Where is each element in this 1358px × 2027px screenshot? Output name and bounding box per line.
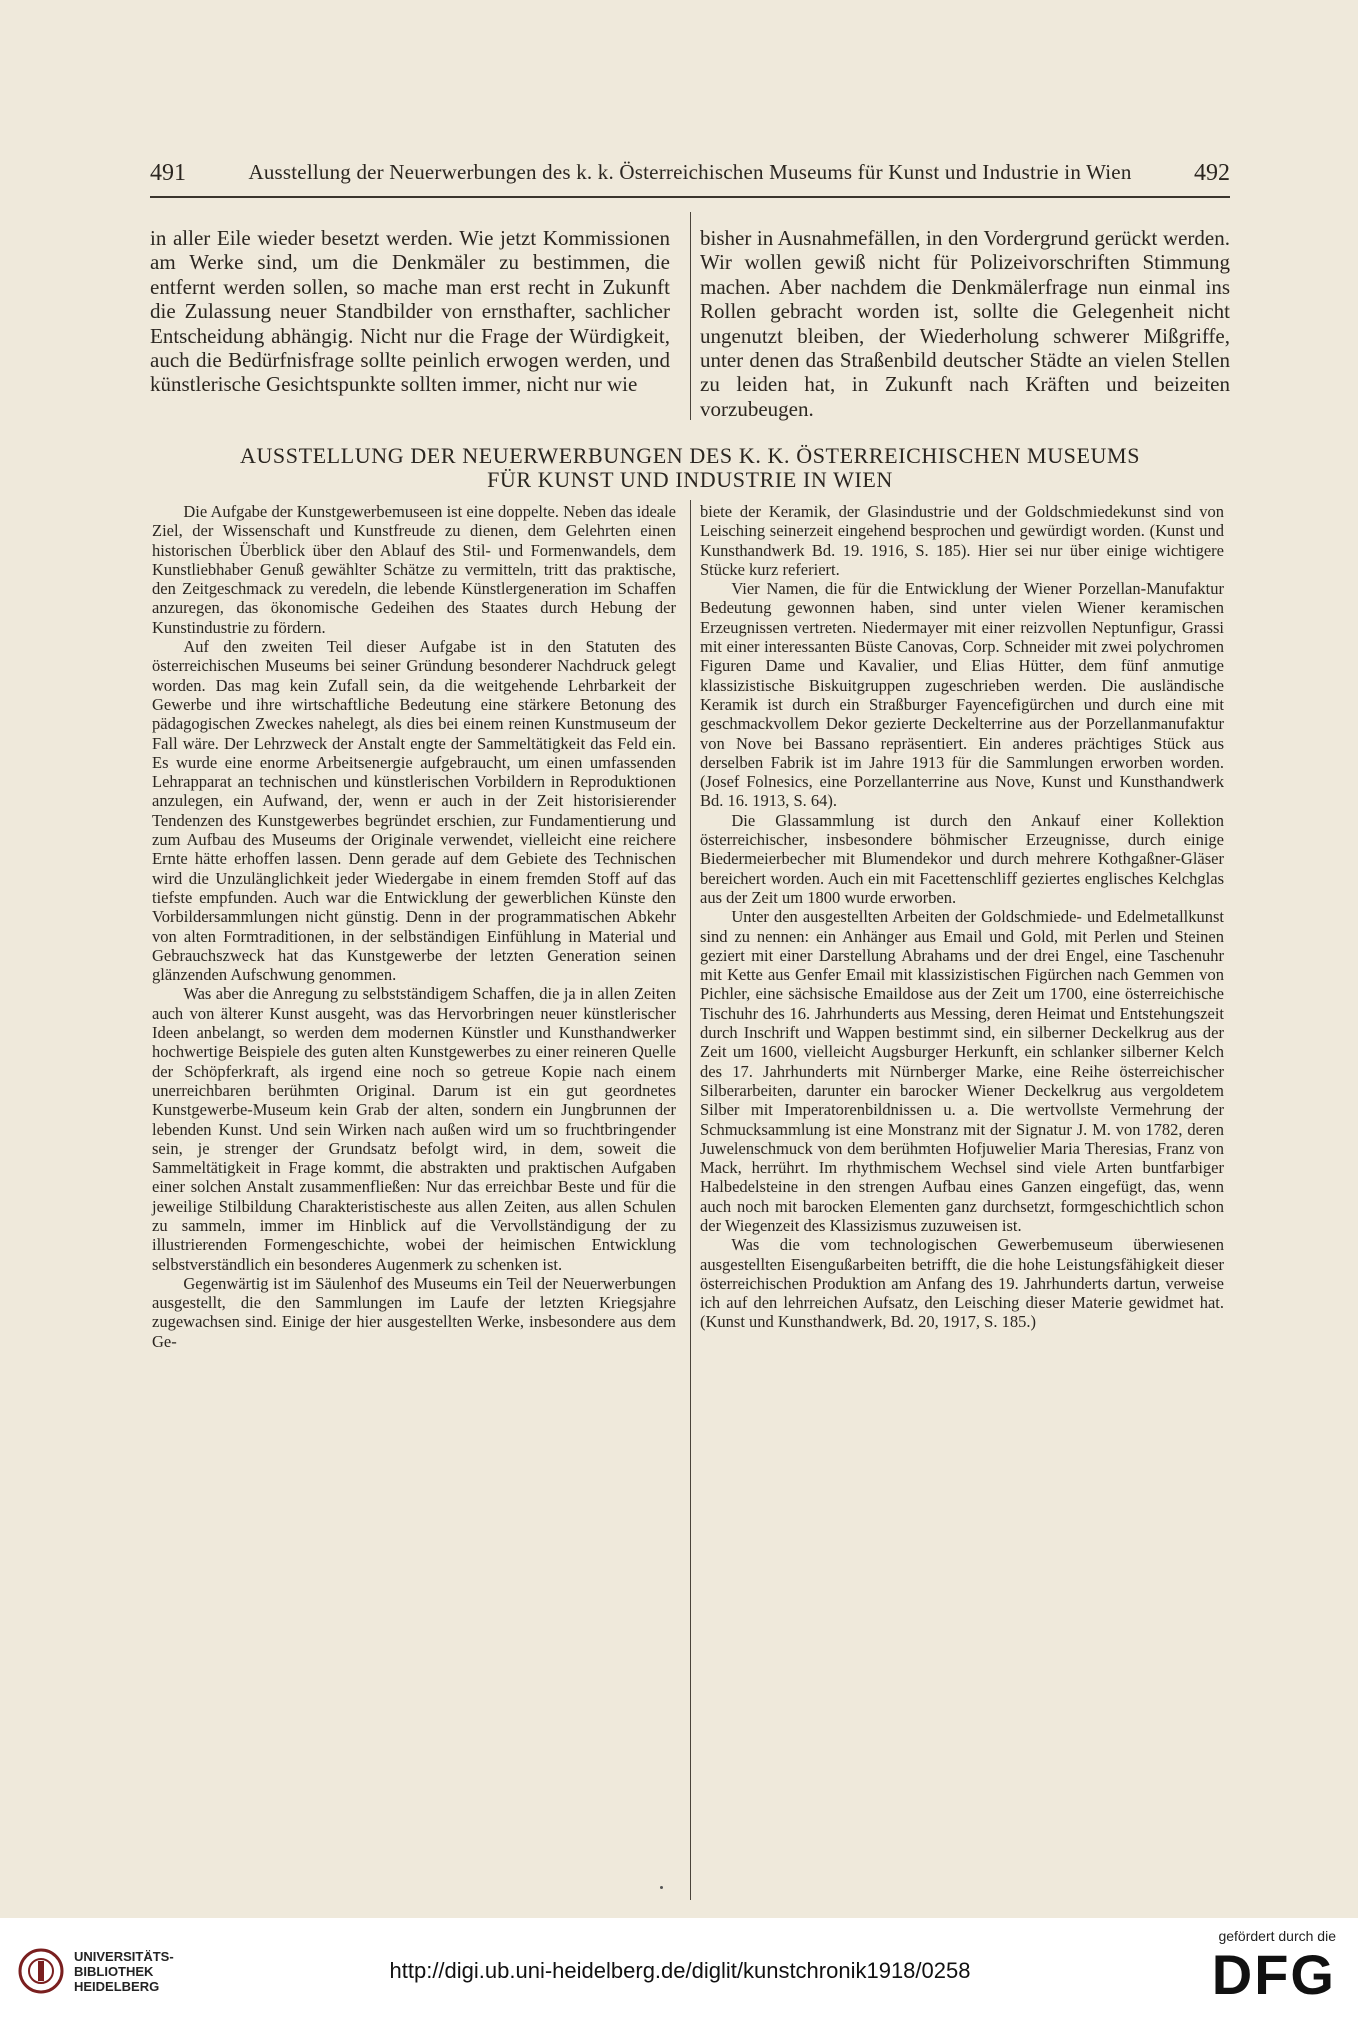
library-logo[interactable] — [18, 1948, 174, 1994]
header-rule — [150, 196, 1230, 198]
article-paragraph: Die Aufgabe der Kunstgewerbemuseen ist eine doppelte. Neben das ideale Ziel, der Wissenschaft und Kunstfreude zu dienen, dem Gelehrten einen historischen Überblick über den Ablauf des Stil- und Formenwandels, dem Kunstliebhaber Genuß gewählter Schätze zu vermitteln, tritt das praktische, den Zeitgeschmack zu veredeln, die lebende Künstlergeneration im Schaffen anzuregen, das ökonomische Gedeihen des Staates durch Hebung der Kunstindustrie zu fördern. — [152, 502, 676, 637]
top-left-paragraph: in aller Eile wieder besetzt werden. Wie jetzt Kommissionen am Werke sind, um die Denkmäler zu bestimmen, die entfernt werden sollen, so mache man erst recht in Zukunft die Zulassung neuer Standbilder von ernsthafter, sachlicher Entscheidung abhängig. Nicht nur die Frage der Würdigkeit, auch die Bedürfnisfrage sollte peinlich erwogen werden, und künstlerische Gesichtspunkte sollten immer, nicht nur wie — [150, 226, 670, 397]
page-number-right: 492 — [1194, 160, 1230, 186]
digitization-footer — [0, 1918, 1358, 2027]
article-right-column — [700, 502, 1224, 1332]
article-paragraph: Unter den ausgestellten Arbeiten der Goldschmiede- und Edelmetallkunst sind zu nennen: ein Anhänger aus Email und Gold, mit Perlen und Steinen geziert mit einer Darstellung Abrahams und der drei Engel, eine Taschenuhr mit Kette aus Genfer Email mit klassizistischen Figürchen nach Gemmen von Pichler, eine sächsische Emaildose aus der Zeit um 1700, eine österreichische Tischuhr des 16. Jahrhunderts aus Messing, deren Heimat und Entstehungszeit durch Inschrift und Wappen bestimmt sind, ein silberner Deckelkrug aus der Zeit um 1600, vielleicht Augsburger Herkunft, ein schlanker silberner Kelch des 17. Jahrhunderts mit Nürnberger Marke, eine Reihe österreichischer Silberarbeiten, darunter ein barocker Wiener Deckelkrug aus vergoldetem Silber mit Imperatorenbildnissen u. a. Die wertvollste Vermehrung der Schmucksammlung ist eine Monstranz mit der Signatur J. M. von 1782, deren Juwelenschmuck von dem berühmten Hofjuwelier Maria Theresias, Franz von Mack, herrührt. Im rhythmischem Wechsel sind viele Arten buntfarbiger Halbedelsteine in den strengen Aufbau eines Ganzen eingefügt, das, wenn auch noch mit barocken Elementen ganz durchsetzt, formgeschichtlich schon der Wiegenzeit des Klassizismus zuzuweisen ist. — [700, 907, 1224, 1235]
article-paragraph: Gegenwärtig ist im Säulenhof des Museums ein Teil der Neuerwerbungen ausgestellt, die den Sammlungen im Laufe der letzten Kriegsjahre zugewachsen sind. Einige der hier ausgestellten Werke, insbesondere aus dem Ge- — [152, 1273, 676, 1351]
article-paragraph: Was aber die Anregung zu selbstständigem Schaffen, die ja in allen Zeiten auch von älterer Kunst ausgeht, was das Hervorbringen neuer künstlerischer Ideen anbelangt, so werden dem modernen Künstler und Kunsthandwerker hochwertige Beispiele des guten alten Kunstgewerbes zu einer reineren Quelle der Schöpferkraft, als irgend eine noch so getreue Kopie nach einem unerreichbaren berühmten Original. Darum ist ein gut geordnetes Kunstgewerbe-Museum kein Grab der alten, sondern ein Jungbrunnen der lebenden Kunst. Und sein Wirken nach außen wird um so fruchtbringender sein, je strenger der Grundsatz befolgt wird, in dem, soweit die Sammeltätigkeit in Frage kommt, die abstrakten und praktischen Aufgaben einer solchen Anstalt zusammenfließen: Nur das erreichbar Beste und für die jeweilige Stilbildung Charakteristischeste aus allen Zeiten, aus allen Schulen zu sammeln, immer im Hinblick auf die Vervollständigung der zu illustrierenden Formengeschichte, wobei der heimischen Entwicklung selbstverständlich ein besonderes Augenmerk zu schenken ist. — [152, 984, 676, 1274]
top-left-column — [150, 226, 670, 397]
article-heading — [150, 444, 1230, 492]
article-paragraph: Die Glassammlung ist durch den Ankauf einer Kollektion österreichischer, insbesondere böhmischer Erzeugnisse, durch einige Biedermeierbecher mit Blumendekor und durch mehrere Kothgaßner-Gläser bereichert worden. Auch ein mit Facettenschliff geziertes englisches Kelchglas aus der Zeit um 1800 wurde erworben. — [700, 810, 1224, 907]
running-title: Ausstellung der Neuerwerbungen des k. k. Österreichischen Museums für Kunst und Industrie in Wien — [248, 160, 1132, 184]
funding-credit: gefördert durch die — [1218, 1928, 1336, 1944]
dfg-wordmark: DFG — [1211, 1943, 1336, 2006]
scan-speck — [660, 1886, 663, 1889]
article-paragraph: Vier Namen, die für die Entwicklung der Wiener Porzellan-Manufaktur Bedeutung gewonnen haben, sind unter vielen Wiener keramischen Erzeugnissen vertreten. Niedermayer mit einer reizvollen Neptunfigur, Grassi mit einer interessanten Büste Canovas, Corp. Schneider mit zwei polychromen Figuren Dame und Kavalier, und Elias Hütter, dem fünf anmutige klassizistische Biskuitgruppen zugeschrieben werden. Die ausländische Keramik ist durch ein Straßburger Fayencefigürchen und durch eine mit geschmackvollem Dekor gezierte Deckelterrine aus der Porzellanmanufaktur von Nove bei Bassano repräsentiert. Ein anderes prächtiges Stück aus derselben Fabrik ist im Jahre 1913 für die Sammlungen erworben worden. (Josef Folnesics, eine Porzellanterrine aus Nove, Kunst und Kunsthandwerk Bd. 16. 1913, S. 64). — [700, 579, 1224, 811]
university-seal-icon — [18, 1948, 64, 1994]
library-name-line3: HEIDELBERG — [74, 1978, 160, 1994]
dfg-logo[interactable] — [1126, 1928, 1336, 2006]
column-divider-main — [690, 500, 691, 1900]
library-name-line2: BIBLIOTHEK — [74, 1963, 154, 1979]
article-heading-line1: AUSSTELLUNG DER NEUERWERBUNGEN DES K. K. ÖSTERREICHISCHEN MUSEUMS — [239, 443, 1141, 468]
article-heading-line2: FÜR KUNST UND INDUSTRIE IN WIEN — [487, 467, 893, 492]
article-left-column — [152, 502, 676, 1351]
library-name-line1: UNIVERSITÄTS- — [74, 1948, 174, 1964]
library-name — [74, 1949, 174, 1994]
column-divider-top — [690, 212, 691, 420]
article-paragraph: biete der Keramik, der Glasindustrie und der Goldschmiedekunst sind von Leisching seinerzeit eingehend besprochen und gewürdigt worden. (Kunst und Kunsthandwerk Bd. 19. 1916, S. 185). Hier sei nur über einige wichtigere Stücke kurz referiert. — [700, 502, 1224, 579]
top-right-column — [700, 226, 1230, 421]
running-header — [150, 160, 1230, 196]
permalink-url[interactable]: http://digi.ub.uni-heidelberg.de/diglit/kunstchronik1918/0258 — [389, 1958, 971, 1983]
article-paragraph: Was die vom technologischen Gewerbemuseum überwiesenen ausgestellten Eisengußarbeiten betrifft, die die hohe Leistungsfähigkeit dieser österreichischen Produktion am Anfang des 19. Jahrhunderts dartun, verweise ich auf den lehrreichen Aufsatz, den Leisching dieser Materie gewidmet hat. (Kunst und Kunsthandwerk, Bd. 20, 1917, S. 185.) — [700, 1235, 1224, 1332]
page-number-left: 491 — [150, 160, 186, 186]
top-right-paragraph: bisher in Ausnahmefällen, in den Vordergrund gerückt werden. Wir wollen gewiß nicht für Polizeivorschriften Stimmung machen. Aber nachdem die Denkmälerfrage nun einmal ins Rollen gebracht worden ist, sollte die Gelegenheit nicht ungenutzt bleiben, der Wiederholung schwerer Mißgriffe, unter denen das Straßenbild deutscher Städte an vielen Stellen zu leiden hat, in Zukunft nach Kräften und beizeiten vorzubeugen. — [700, 226, 1230, 421]
article-paragraph: Auf den zweiten Teil dieser Aufgabe ist in den Statuten des österreichischen Museums bei seiner Gründung besonderer Nachdruck gelegt worden. Das mag kein Zufall sein, da die weitgehende Lehrbarkeit der Gewerbe und ihre wirtschaftliche Bedeutung eine stärkere Betonung des pädagogischen Zweckes nahelegt, als dies bei einem reinen Kunstmuseum der Fall wäre. Der Lehrzweck der Anstalt engte der Sammeltätigkeit das Feld ein. Es wurde eine enorme Arbeitsenergie aufgebraucht, um einen umfassenden Lehrapparat an technischen und künstlerischen Vorbildern in Reproduktionen anzulegen, ein Aufwand, der, wenn er auch in der Zeit historisierender Tendenzen des Kunstgewerbes begründet erschien, zur Fundamentierung und zum Aufbau des Museums der Originale verwendet, vielleicht eine reichere Ernte hätte erhoffen lassen. Denn gerade auf dem Gebiete des Technischen wird die Unzulänglichkeit jeder Wiedergabe in einem fremden Stoff auf das tiefste empfunden. Auch war die Entwicklung der gewerblichen Künste den Vorbildersammlungen nicht günstig. Denn in der programmatischen Abkehr von alten Formtraditionen, in der selbständigen Einfühlung in Material und Gebrauchszweck hat das Kunstgewerbe der letzten Generation seinen glänzenden Aufschwung genommen. — [152, 637, 676, 985]
